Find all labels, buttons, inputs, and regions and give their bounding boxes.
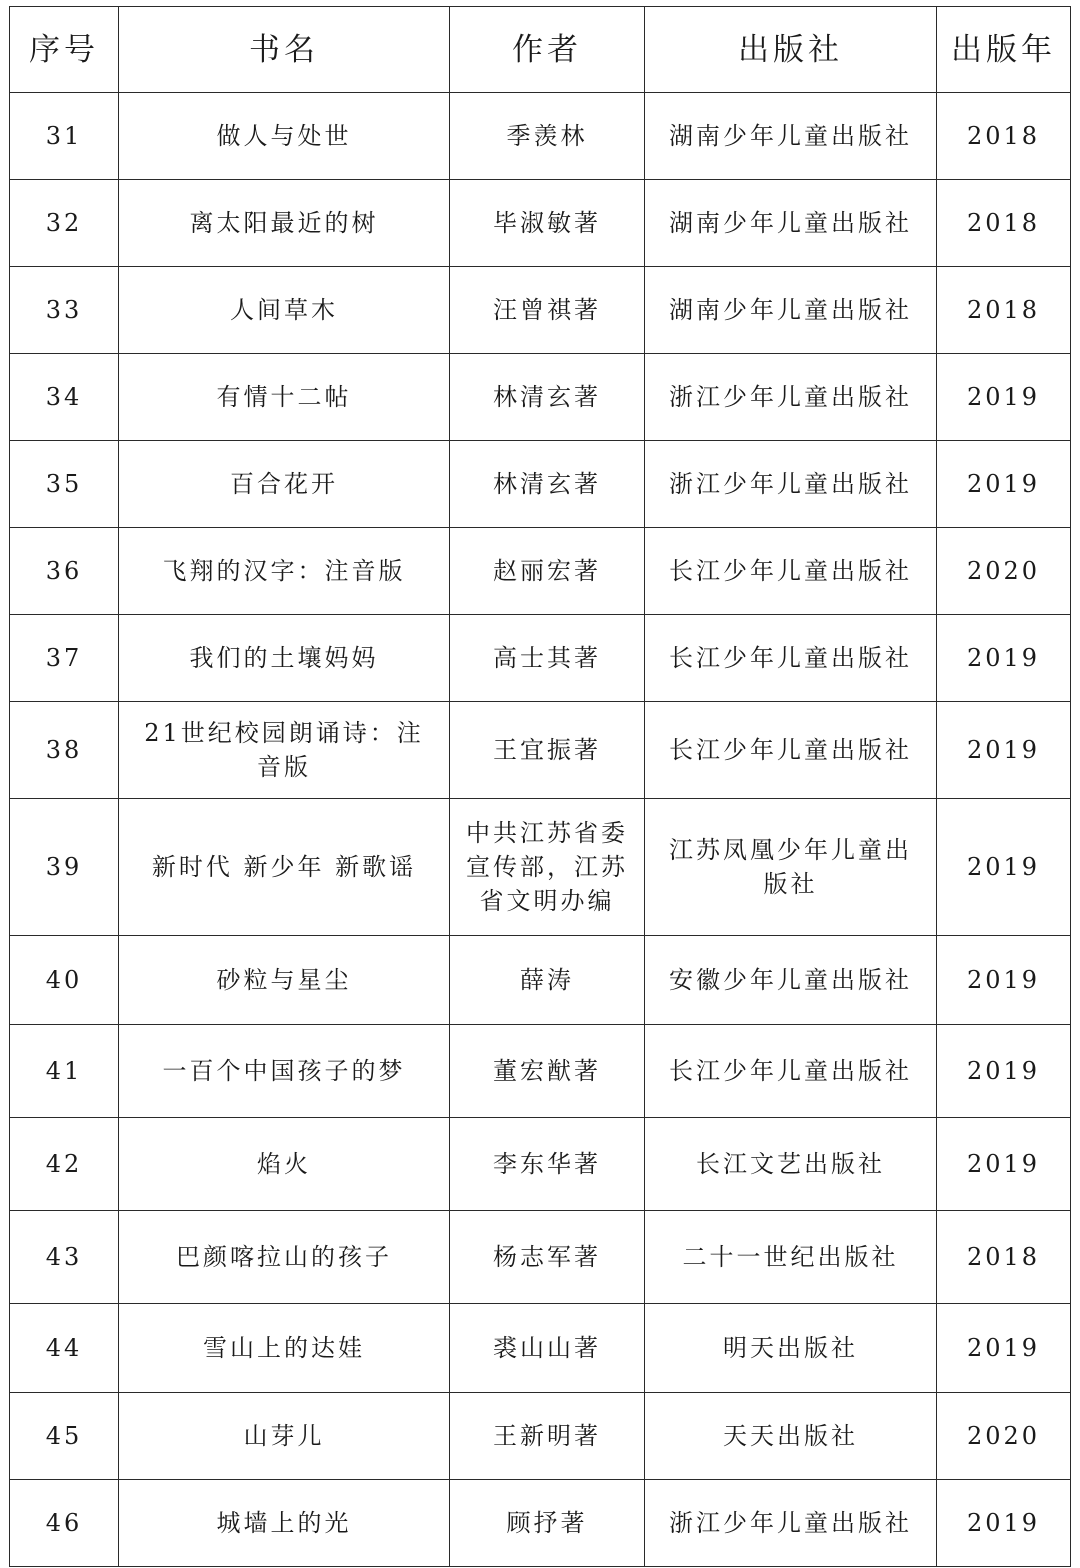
row-year: 2019: [937, 1118, 1071, 1211]
row-year: 2019: [937, 441, 1071, 528]
row-title: 百合花开: [119, 441, 450, 528]
table-row: [10, 93, 1071, 180]
row-publisher: 长江文艺出版社: [645, 1118, 937, 1211]
row-publisher: 湖南少年儿童出版社: [645, 93, 937, 180]
row-title: 21世纪校园朗诵诗：注音版: [119, 702, 450, 799]
row-number: 37: [10, 615, 119, 702]
row-number: 40: [10, 936, 119, 1025]
row-publisher: 长江少年儿童出版社: [645, 702, 937, 799]
row-number: 43: [10, 1211, 119, 1304]
table-row: [10, 441, 1071, 528]
row-publisher: 长江少年儿童出版社: [645, 528, 937, 615]
row-author: 季羡林: [450, 93, 645, 180]
row-number: 36: [10, 528, 119, 615]
row-year: 2019: [937, 799, 1071, 936]
table-row: [10, 1393, 1071, 1480]
row-number: 32: [10, 180, 119, 267]
row-year: 2019: [937, 615, 1071, 702]
row-title: 我们的土壤妈妈: [119, 615, 450, 702]
row-year: 2020: [937, 1393, 1071, 1480]
row-title: 巴颜喀拉山的孩子: [119, 1211, 450, 1304]
row-number: 38: [10, 702, 119, 799]
row-publisher: 安徽少年儿童出版社: [645, 936, 937, 1025]
row-publisher: 长江少年儿童出版社: [645, 615, 937, 702]
row-number: 44: [10, 1304, 119, 1393]
book-list-table: [9, 6, 1071, 1567]
table-row: [10, 615, 1071, 702]
row-author: 董宏猷著: [450, 1025, 645, 1118]
header-year: 出版年: [937, 7, 1071, 93]
row-number: 31: [10, 93, 119, 180]
row-author: 顾抒著: [450, 1480, 645, 1567]
row-number: 45: [10, 1393, 119, 1480]
row-number: 34: [10, 354, 119, 441]
table-row: [10, 354, 1071, 441]
row-publisher: 二十一世纪出版社: [645, 1211, 937, 1304]
row-title: 人间草木: [119, 267, 450, 354]
row-year: 2019: [937, 936, 1071, 1025]
row-publisher: 江苏凤凰少年儿童出版社: [645, 799, 937, 936]
row-title: 离太阳最近的树: [119, 180, 450, 267]
row-year: 2019: [937, 1025, 1071, 1118]
table-row: [10, 799, 1071, 936]
row-year: 2018: [937, 93, 1071, 180]
table-row: [10, 1480, 1071, 1567]
row-number: 41: [10, 1025, 119, 1118]
table-row: [10, 936, 1071, 1025]
table-row: [10, 180, 1071, 267]
row-author: 林清玄著: [450, 441, 645, 528]
row-author: 杨志军著: [450, 1211, 645, 1304]
row-year: 2019: [937, 702, 1071, 799]
table-row: [10, 528, 1071, 615]
row-author: 赵丽宏著: [450, 528, 645, 615]
table-row: [10, 702, 1071, 799]
header-publisher: 出版社: [645, 7, 937, 93]
row-publisher: 长江少年儿童出版社: [645, 1025, 937, 1118]
row-year: 2018: [937, 1211, 1071, 1304]
table-row: [10, 1025, 1071, 1118]
row-number: 42: [10, 1118, 119, 1211]
row-title: 城墙上的光: [119, 1480, 450, 1567]
row-title: 山芽儿: [119, 1393, 450, 1480]
row-title: 有情十二帖: [119, 354, 450, 441]
row-publisher: 浙江少年儿童出版社: [645, 1480, 937, 1567]
row-publisher: 明天出版社: [645, 1304, 937, 1393]
table-row: [10, 1304, 1071, 1393]
row-year: 2018: [937, 180, 1071, 267]
row-number: 46: [10, 1480, 119, 1567]
row-author: 王宜振著: [450, 702, 645, 799]
row-title: 雪山上的达娃: [119, 1304, 450, 1393]
row-title: 新时代 新少年 新歌谣: [119, 799, 450, 936]
row-year: 2020: [937, 528, 1071, 615]
row-author: 高士其著: [450, 615, 645, 702]
row-year: 2019: [937, 354, 1071, 441]
row-year: 2018: [937, 267, 1071, 354]
row-author: 薛涛: [450, 936, 645, 1025]
row-publisher: 湖南少年儿童出版社: [645, 267, 937, 354]
row-year: 2019: [937, 1480, 1071, 1567]
row-publisher: 天天出版社: [645, 1393, 937, 1480]
row-publisher: 湖南少年儿童出版社: [645, 180, 937, 267]
row-author: 李东华著: [450, 1118, 645, 1211]
row-title: 一百个中国孩子的梦: [119, 1025, 450, 1118]
row-title: 做人与处世: [119, 93, 450, 180]
row-year: 2019: [937, 1304, 1071, 1393]
table-row: [10, 1118, 1071, 1211]
table-header-row: [10, 7, 1071, 93]
row-publisher: 浙江少年儿童出版社: [645, 354, 937, 441]
header-number: 序号: [10, 7, 119, 93]
row-author: 中共江苏省委宣传部，江苏省文明办编: [450, 799, 645, 936]
row-author: 裘山山著: [450, 1304, 645, 1393]
row-number: 33: [10, 267, 119, 354]
table-row: [10, 267, 1071, 354]
table-row: [10, 1211, 1071, 1304]
row-author: 王新明著: [450, 1393, 645, 1480]
row-title: 焰火: [119, 1118, 450, 1211]
row-number: 35: [10, 441, 119, 528]
row-publisher: 浙江少年儿童出版社: [645, 441, 937, 528]
header-author: 作者: [450, 7, 645, 93]
row-author: 毕淑敏著: [450, 180, 645, 267]
row-title: 飞翔的汉字：注音版: [119, 528, 450, 615]
header-title: 书名: [119, 7, 450, 93]
row-author: 林清玄著: [450, 354, 645, 441]
row-number: 39: [10, 799, 119, 936]
row-title: 砂粒与星尘: [119, 936, 450, 1025]
row-author: 汪曾祺著: [450, 267, 645, 354]
